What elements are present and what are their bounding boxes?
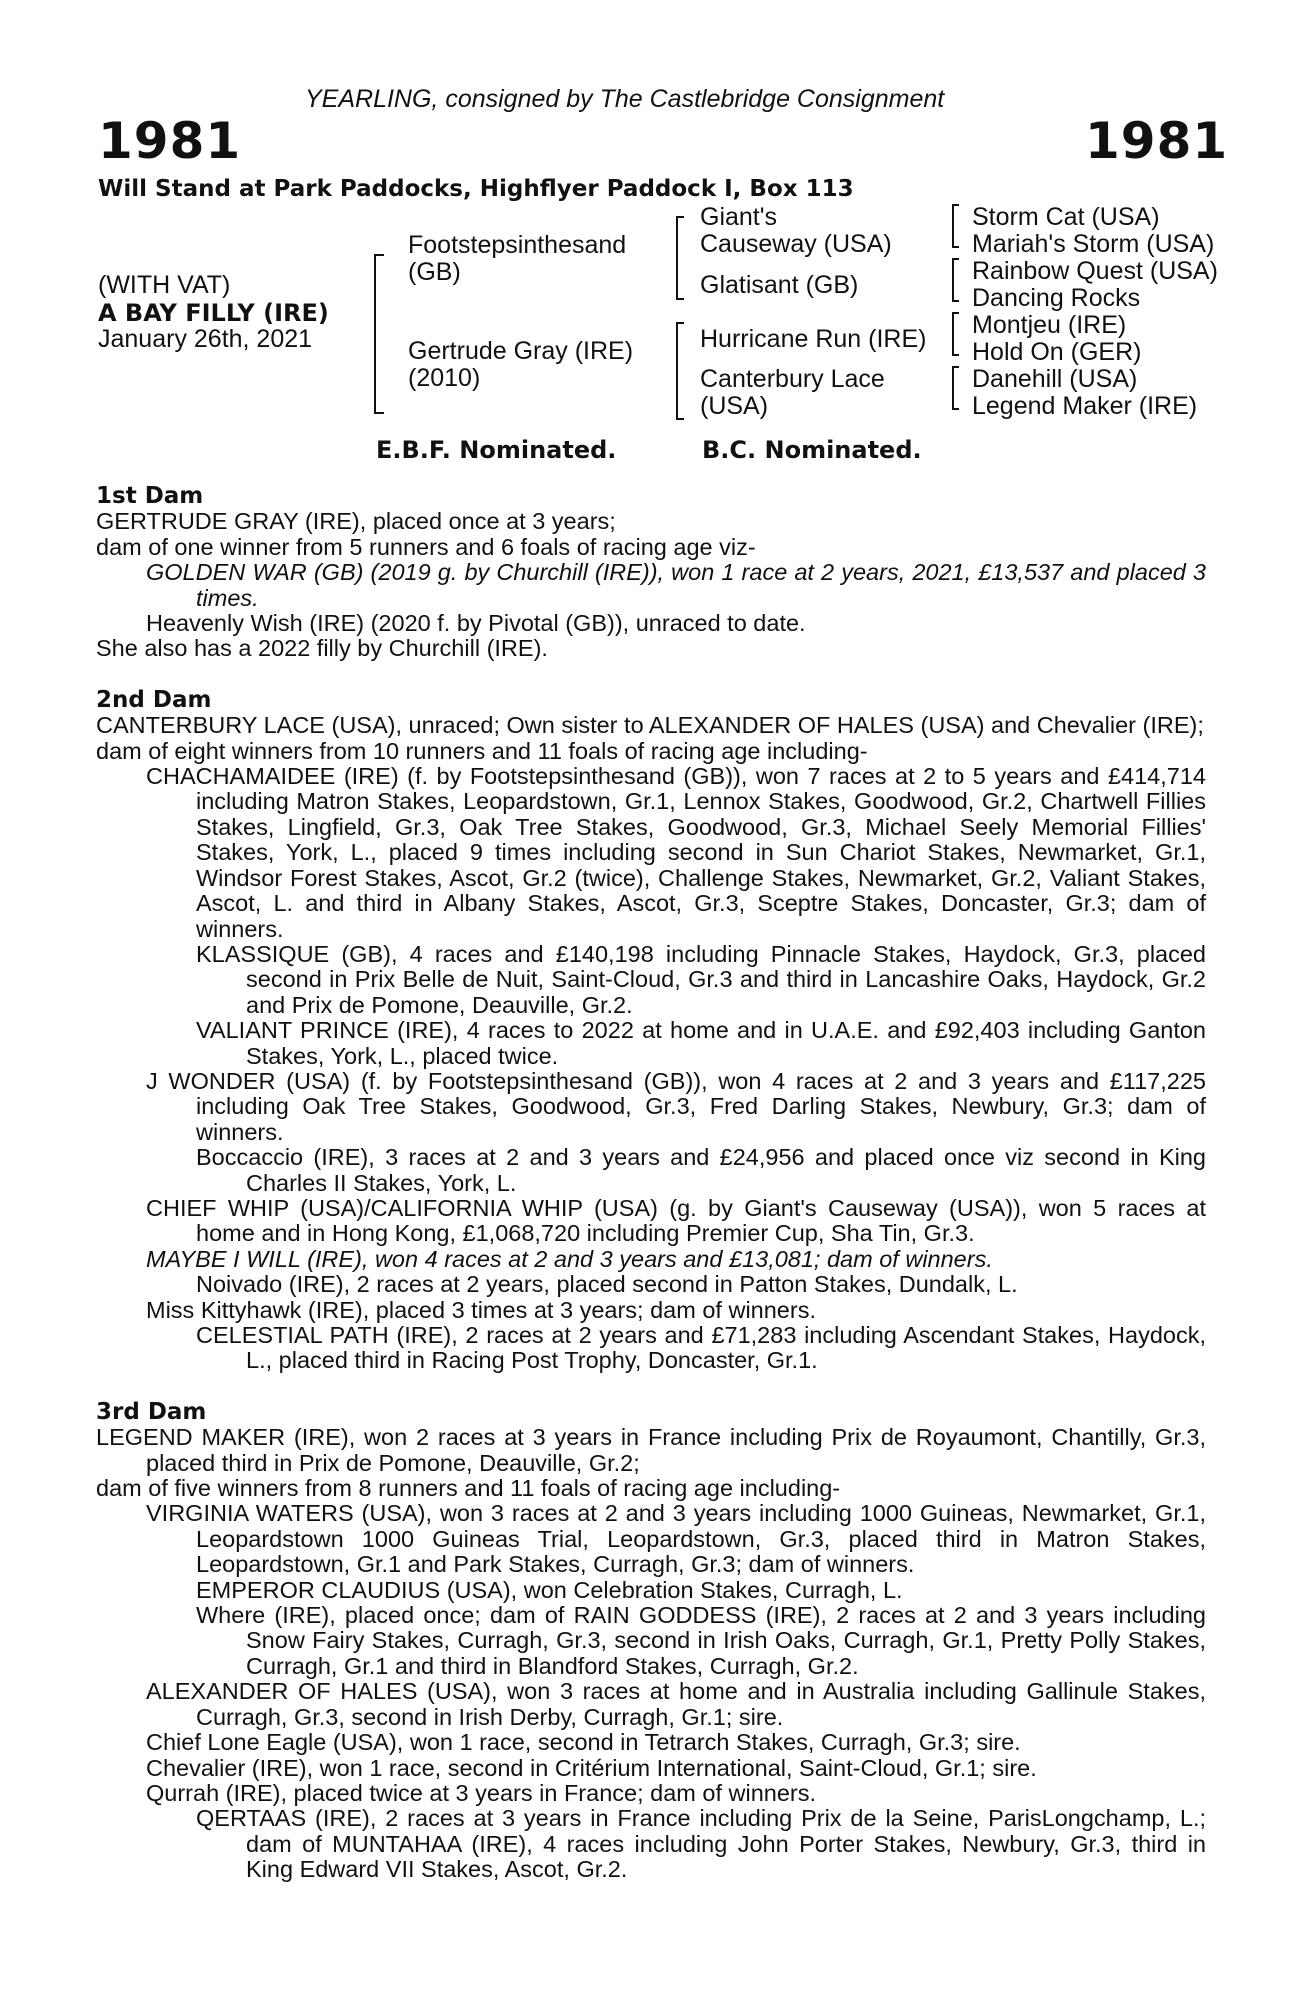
bc-nominated: B.C. Nominated. xyxy=(702,436,922,464)
entry-qertaas: QERTAAS (IRE), 2 races at 3 years in France including Prix de la Seine, ParisLongchamp, L.; dam of MUNTAHAA (IRE), 4 races including John Porter Stakes, Newbury, Gr.3, third in King Edward VII Stakes, Ascot, Gr.2. xyxy=(196,1805,1206,1883)
third-dam-intro: LEGEND MAKER (IRE), won 2 races at 3 years in France including Prix de Royaumont, Chantilly, Gr.3, placed third in Prix de Pomone, Deauville, Gr.2; xyxy=(96,1424,1206,1476)
entry-emperor-claudius: EMPEROR CLAUDIUS (USA), won Celebration Stakes, Curragh, L. xyxy=(196,1576,903,1603)
consignment-line: YEARLING, consigned by The Castlebridge Consignment xyxy=(305,85,945,113)
pedigree-g6: Hold On (GER) xyxy=(972,338,1142,366)
pedigree-g1: Storm Cat (USA) xyxy=(972,203,1160,231)
vat-note: (WITH VAT) xyxy=(98,271,231,299)
entry-noivado: Noivado (IRE), 2 races at 2 years, placed second in Patton Stakes, Dundalk, L. xyxy=(196,1271,1018,1298)
entry-celestial-path: CELESTIAL PATH (IRE), 2 races at 2 years and £71,283 including Ascendant Stakes, Haydock, L., placed third in Racing Post Trophy, Doncaster, Gr.1. xyxy=(196,1322,1206,1374)
horse-name: A BAY FILLY (IRE) xyxy=(98,299,329,327)
first-dam-dam-of: dam of one winner from 5 runners and 6 foals of racing age viz- xyxy=(96,533,756,560)
pedigree-g5: Montjeu (IRE) xyxy=(972,311,1127,339)
first-dam-intro: GERTRUDE GRAY (IRE), placed once at 3 years; xyxy=(96,508,616,535)
lot-number-right: 1981 xyxy=(1085,112,1229,170)
third-dam-dam-of: dam of five winners from 8 runners and 11 foals of racing age including- xyxy=(96,1475,841,1502)
entry-qurrah: Qurrah (IRE), placed twice at 3 years in France; dam of winners. xyxy=(146,1779,817,1806)
entry-j-wonder: J WONDER (USA) (f. by Footstepsinthesand (GB)), won 4 races at 2 and 3 years and £117,225 including Oak Tree Stakes, Goodwood, Gr.3, Fred Darling Stakes, Newbury, Gr.3; dam of winners. xyxy=(146,1067,1206,1145)
catalogue-body xyxy=(96,484,1206,1883)
pedigree-dam-sire: Hurricane Run (IRE) xyxy=(700,325,927,353)
pedigree-brace-main xyxy=(374,254,384,414)
pedigree-dam-dam: Canterbury Lace (USA) xyxy=(700,365,885,420)
entry-chachamaidee: CHACHAMAIDEE (IRE) (f. by Footstepsinthesand (GB)), won 7 races at 2 to 5 years and £414,714 including Matron Stakes, Leopardstown, Gr.1, Lennox Stakes, Goodwood, Gr.2, Chartwell Fillies Stakes, Lingfield, Gr.3, Oak Tree Stakes, Goodwood, Gr.3, Michael Seely Memorial Fillies' Stakes, York, L., placed 9 times including second in Sun Chariot Stakes, Newmarket, Gr.1, Windsor Forest Stakes, Ascot, Gr.2 (twice), Challenge Stakes, Newmarket, Gr.2, Valiant Stakes, Ascot, L. and third in Albany Stakes, Ascot, Gr.3, Sceptre Stakes, Doncaster, Gr.3; dam of winners. xyxy=(146,763,1206,942)
entry-chief-lone-eagle: Chief Lone Eagle (USA), won 1 race, second in Tetrarch Stakes, Curragh, Gr.3; sire. xyxy=(146,1729,1021,1756)
entry-virginia-waters: VIRGINIA WATERS (USA), won 3 races at 2 and 3 years including 1000 Guineas, Newmarket, Gr.1, Leopardstown 1000 Guineas Trial, Leopardstown, Gr.3, placed third in Matron Stakes, Leopardstown, Gr.1 and Park Stakes, Curragh, Gr.3; dam of winners. xyxy=(146,1500,1206,1578)
pedigree-brace-dam xyxy=(676,322,684,420)
brace-g78 xyxy=(952,366,959,410)
first-dam-heading: 1st Dam xyxy=(96,483,204,509)
stand-location: Will Stand at Park Paddocks, Highflyer Paddock I, Box 113 xyxy=(98,176,854,202)
lot-number-left: 1981 xyxy=(98,112,242,170)
pedigree-dam: Gertrude Gray (IRE) (2010) xyxy=(408,337,634,392)
pedigree-sire-sire: Giant's Causeway (USA) xyxy=(700,203,892,258)
pedigree-brace-sire xyxy=(676,216,684,300)
entry-boccaccio: Boccaccio (IRE), 3 races at 2 and 3 years and £24,956 and placed once viz second in King Charles II Stakes, York, L. xyxy=(196,1144,1206,1196)
pedigree-g7: Danehill (USA) xyxy=(972,365,1138,393)
entry-klassique: KLASSIQUE (GB), 4 races and £140,198 including Pinnacle Stakes, Haydock, Gr.3, placed second in Prix Belle de Nuit, Saint-Cloud, Gr.3 and third in Lancashire Oaks, Haydock, Gr.2 and Prix de Pomone, Deauville, Gr.2. xyxy=(196,940,1206,1018)
offspring-heavenly-wish: Heavenly Wish (IRE) (2020 f. by Pivotal (GB)), unraced to date. xyxy=(146,610,806,637)
brace-g34 xyxy=(952,258,959,302)
entry-miss-kittyhawk: Miss Kittyhawk (IRE), placed 3 times at 3 years; dam of winners. xyxy=(146,1296,816,1323)
brace-g56 xyxy=(952,312,959,356)
pedigree-g2: Mariah's Storm (USA) xyxy=(972,230,1215,258)
first-dam-also: She also has a 2022 filly by Churchill (IRE). xyxy=(96,635,548,662)
ebf-nominated: E.B.F. Nominated. xyxy=(376,436,617,464)
pedigree-g8: Legend Maker (IRE) xyxy=(972,392,1198,420)
pedigree-sire: Footstepsinthesand (GB) xyxy=(408,231,627,286)
entry-maybe-i-will: MAYBE I WILL (IRE), won 4 races at 2 and 3 years and £13,081; dam of winners. xyxy=(146,1245,993,1272)
entry-where: Where (IRE), placed once; dam of RAIN GODDESS (IRE), 2 races at 2 and 3 years including Snow Fairy Stakes, Curragh, Gr.3, second in Irish Oaks, Curragh, Gr.1, Pretty Polly Stakes, Curragh, Gr.1 and third in Blandford Stakes, Curragh, Gr.2. xyxy=(196,1602,1206,1679)
entry-chevalier: Chevalier (IRE), won 1 race, second in Critérium International, Saint-Cloud, Gr.1; sire. xyxy=(146,1754,1037,1781)
pedigree-g3: Rainbow Quest (USA) xyxy=(972,257,1218,285)
second-dam-intro: CANTERBURY LACE (USA), unraced; Own sister to ALEXANDER OF HALES (USA) and Chevalier (IRE); xyxy=(96,712,1204,739)
second-dam-heading: 2nd Dam xyxy=(96,686,212,713)
pedigree-sire-dam-label: Glatisant (GB) xyxy=(700,271,859,299)
entry-valiant-prince: VALIANT PRINCE (IRE), 4 races to 2022 at home and in U.A.E. and £92,403 including Ganton Stakes, York, L., placed twice. xyxy=(196,1017,1206,1069)
entry-chief-whip: CHIEF WHIP (USA)/CALIFORNIA WHIP (USA) (g. by Giant's Causeway (USA)), won 5 races at home and in Hong Kong, £1,068,720 including Premier Cup, Sha Tin, Gr.3. xyxy=(146,1194,1206,1247)
third-dam-heading: 3rd Dam xyxy=(96,1398,207,1425)
pedigree-g4: Dancing Rocks xyxy=(972,284,1141,312)
second-dam-dam-of: dam of eight winners from 10 runners and 11 foals of racing age including- xyxy=(96,737,868,764)
brace-g12 xyxy=(952,204,959,248)
horse-dob: January 26th, 2021 xyxy=(98,325,313,353)
entry-alexander-of-hales: ALEXANDER OF HALES (USA), won 3 races at home and in Australia including Gallinule Stakes, Curragh, Gr.3, second in Irish Derby, Curragh, Gr.1; sire. xyxy=(146,1678,1206,1730)
offspring-golden-war: GOLDEN WAR (GB) (2019 g. by Churchill (IRE)), won 1 race at 2 years, 2021, £13,537 and placed 3 times. xyxy=(146,559,1206,611)
